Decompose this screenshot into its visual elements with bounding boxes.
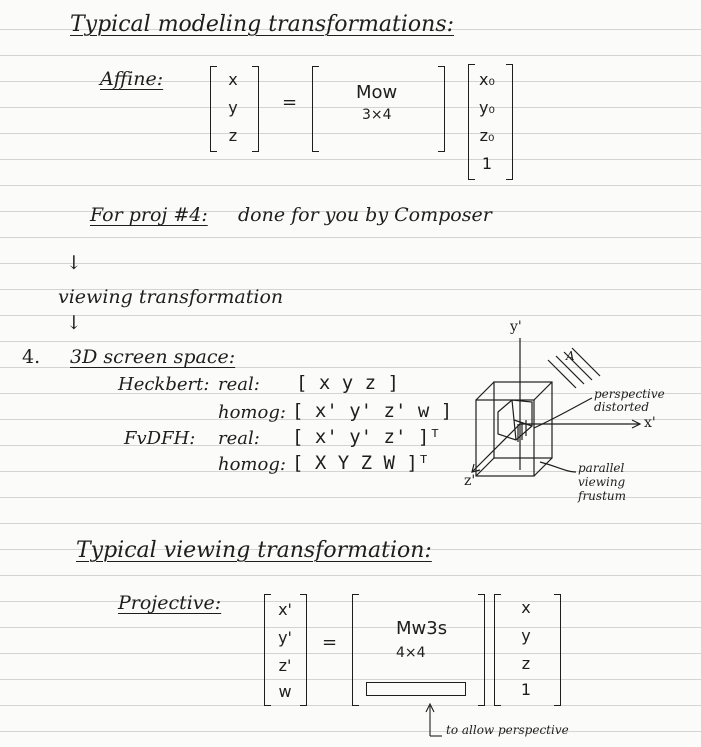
vector-entry: w	[278, 682, 292, 701]
z-axis-label: z'	[464, 473, 476, 489]
vector-entry: z	[521, 654, 531, 673]
vector-entry: x	[521, 598, 531, 617]
homog-label: homog:	[218, 402, 286, 423]
matrix-dims: 3×4	[362, 107, 392, 123]
vector-entry: y'	[278, 628, 292, 647]
vector-entry: y	[228, 98, 238, 117]
x-axis-label: x'	[644, 415, 656, 431]
equals-sign: =	[282, 92, 298, 113]
vector-entry: x₀	[479, 70, 495, 89]
fvdfh-real-vector: [ x' y' z' ]ᵀ	[292, 426, 441, 448]
light-label: A	[566, 349, 575, 363]
vector-entry: z₀	[479, 126, 495, 145]
frustum-label: parallel viewing frustum	[578, 461, 626, 503]
vector-entry: z	[228, 126, 238, 145]
section-number: 4.	[22, 346, 41, 368]
footnote-text: to allow perspective	[446, 723, 569, 737]
down-arrow: ↓	[66, 252, 82, 274]
section-title-screen-space: 3D screen space:	[70, 346, 236, 368]
heckbert-homog-vector: [ x' y' z' w ]	[292, 400, 453, 422]
vector-entry: y₀	[479, 98, 495, 117]
real-label: real:	[218, 374, 260, 395]
down-arrow: ↓	[66, 312, 82, 334]
section-title-modeling: Typical modeling transformations:	[70, 12, 455, 37]
section-title-viewing: Typical viewing transformation:	[76, 538, 432, 563]
vector-entry: x'	[278, 600, 292, 619]
vector-entry: x	[228, 70, 238, 89]
projective-label: Projective:	[118, 592, 222, 614]
heckbert-label: Heckbert:	[118, 374, 210, 395]
viewing-transformation-label: viewing transformation	[58, 286, 284, 308]
fvdfh-homog-vector: [ X Y Z W ]ᵀ	[292, 452, 430, 474]
vector-entry: z'	[278, 656, 292, 675]
real-label: real:	[218, 428, 260, 449]
matrix-dims: 4×4	[396, 645, 426, 661]
homog-label: homog:	[218, 454, 286, 475]
vector-entry: 1	[481, 154, 493, 173]
heckbert-real-vector: [ x y z ]	[296, 372, 399, 394]
note-text: done for you by Composer	[238, 204, 492, 226]
vector-entry: 1	[520, 680, 532, 699]
matrix-name: Mw3s	[396, 618, 448, 639]
y-axis-label: y'	[510, 319, 522, 335]
equals-sign: =	[322, 632, 338, 653]
affine-label: Affine:	[100, 68, 164, 90]
perspective-label: perspective distorted	[594, 387, 665, 415]
fvdfh-label: FvDFH:	[124, 428, 196, 449]
vector-entry: y	[521, 626, 531, 645]
matrix-name: Mow	[356, 82, 398, 103]
note-label: For proj #4:	[90, 204, 208, 226]
